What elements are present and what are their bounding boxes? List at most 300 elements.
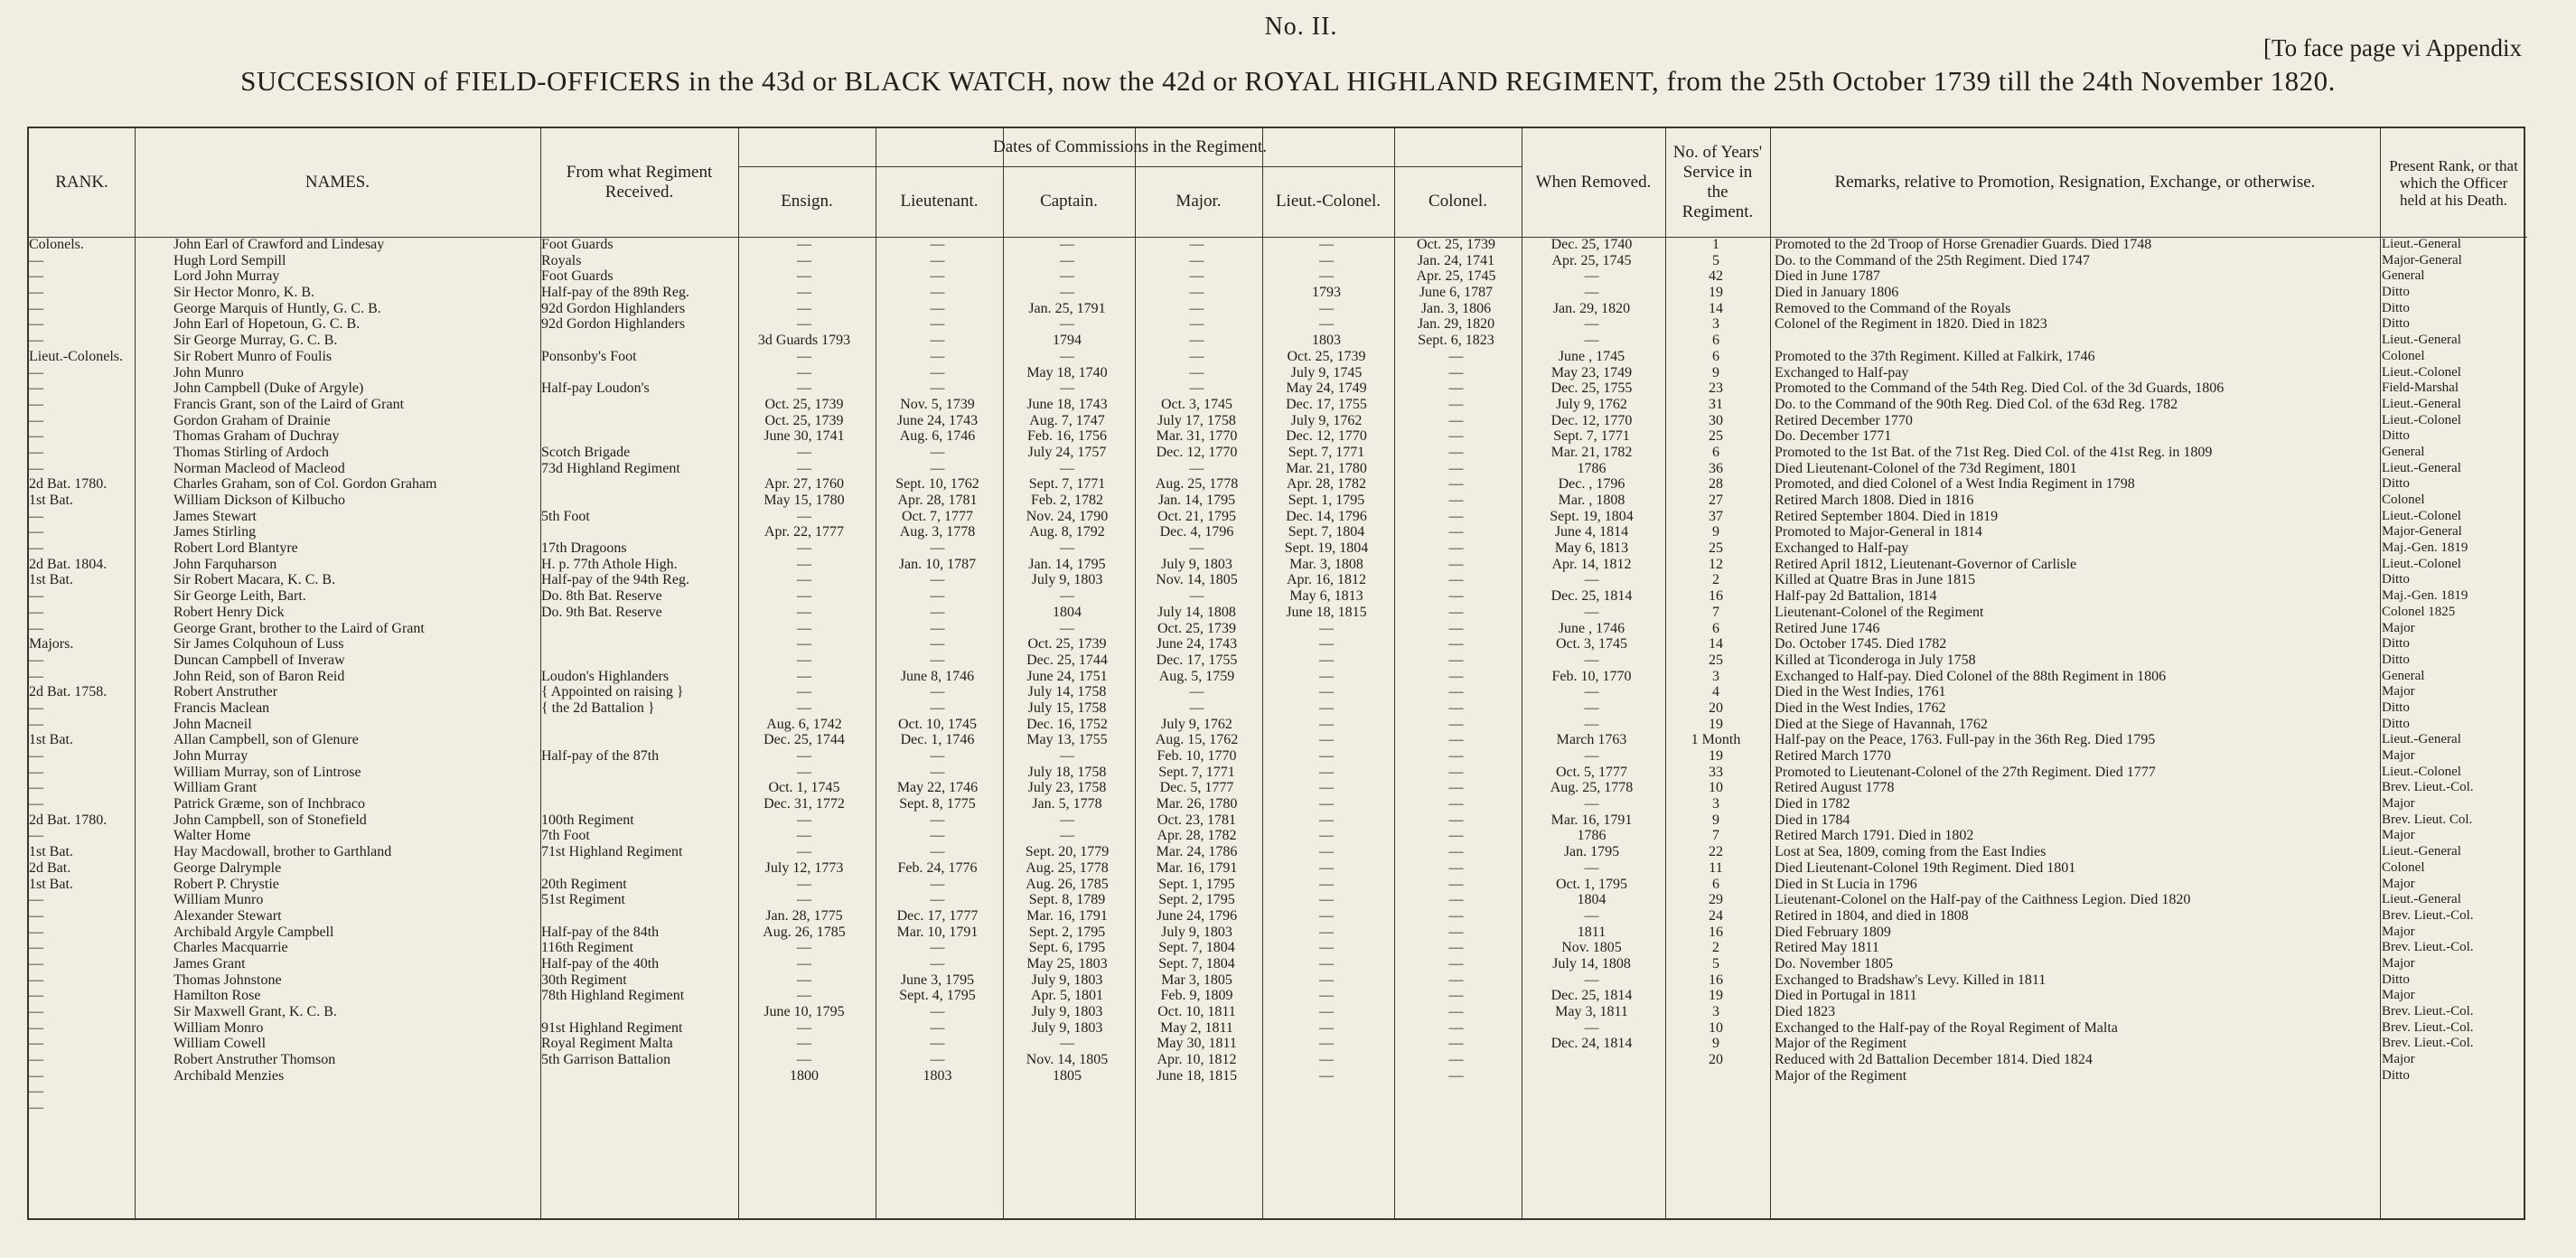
table-cell: 22 xyxy=(1709,844,1723,860)
table-cell: Mar. 16, 1791 xyxy=(1026,907,1108,924)
table-cell: — xyxy=(930,940,945,956)
table-cell: Do. to the Command of the 90th Reg. Died Col. of the 63d Reg. 1782 xyxy=(1775,396,2178,412)
table-cell: Sept. 4, 1795 xyxy=(899,988,976,1004)
table-cell xyxy=(541,908,735,925)
table-cell: Sept. 1, 1795 xyxy=(1158,876,1235,892)
table-cell: — xyxy=(930,333,945,349)
table-cell: Sept. 8, 1775 xyxy=(899,796,976,812)
table-cell: Exchanged to Half-pay xyxy=(1775,364,1909,380)
table-cell: Foot Guards xyxy=(541,268,614,285)
table-cell: 3 xyxy=(1712,1004,1719,1019)
table-cell: — xyxy=(1448,876,1464,892)
col-header-dates-group: Dates of Commissions in the Regiment. xyxy=(993,137,1267,156)
table-cell: Mar 3, 1805 xyxy=(1161,972,1232,988)
table-cell: Robert Anstruther Thomson xyxy=(173,1052,336,1068)
table-cell: Lieutenant-Colonel on the Half-pay of the Caithness Legion. Died 1820 xyxy=(1775,892,2191,908)
table-cell: 10 xyxy=(1709,780,1723,796)
table-cell: H. p. 77th Athole High. xyxy=(541,556,678,572)
table-cell: Promoted to the 2d Troop of Horse Grenadier Guards. Died 1748 xyxy=(1775,237,2152,252)
table-cell: Lieut.-General xyxy=(2382,892,2461,907)
table-cell: — xyxy=(1448,364,1464,380)
table-cell: — xyxy=(1060,348,1074,364)
table-cell: July 12, 1773 xyxy=(764,859,844,876)
table-cell: 28 xyxy=(1709,476,1723,493)
table-cell: — xyxy=(1189,316,1204,333)
table-cell: — xyxy=(29,907,43,924)
table-cell: July 9, 1762 xyxy=(1556,396,1627,412)
table-cell: Oct. 10, 1745 xyxy=(897,716,978,732)
table-cell: June , 1746 xyxy=(1558,620,1625,636)
table-cell: Dec. 24, 1814 xyxy=(1550,1036,1633,1052)
table-cell: Francis Grant, son of the Laird of Grant xyxy=(173,396,405,412)
table-cell: July 9, 1803 xyxy=(1031,972,1103,988)
table-cell: — xyxy=(1060,380,1074,397)
table-cell: — xyxy=(797,300,811,316)
table-cell: 3 xyxy=(1712,796,1719,812)
table-cell: — xyxy=(1189,268,1204,285)
table-cell: Hamilton Rose xyxy=(173,988,261,1004)
table-cell: — xyxy=(1060,588,1074,605)
table-cell: John Earl of Hopetoun, G. C. B. xyxy=(173,316,361,333)
table-cell: Promoted to the Command of the 54th Reg. Died Col. of the 3d Guards, 1806 xyxy=(1775,380,2225,397)
table-cell: May 30, 1811 xyxy=(1157,1036,1237,1052)
present-rank-column xyxy=(2382,237,2522,1084)
table-cell: — xyxy=(1319,812,1334,828)
table-cell: Major xyxy=(2382,796,2415,812)
table-cell: Oct. 25, 1739 xyxy=(1157,620,1237,636)
table-cell: General xyxy=(2382,444,2425,459)
table-cell: — xyxy=(1189,237,1204,252)
table-cell: — xyxy=(29,620,43,636)
table-cell: Aug. 26, 1785 xyxy=(1026,876,1109,892)
table-cell: George Grant, brother to the Laird of Grant xyxy=(173,620,425,636)
table-cell: — xyxy=(930,268,945,285)
table-cell: Jan. 3, 1806 xyxy=(1420,300,1492,316)
table-cell: 92d Gordon Highlanders xyxy=(541,300,686,316)
table-cell: Retired June 1746 xyxy=(1775,620,1880,636)
table-cell: — xyxy=(1319,1052,1334,1068)
table-cell: — xyxy=(1584,333,1599,349)
table-cell: — xyxy=(29,316,43,333)
table-cell: Aug. 7, 1747 xyxy=(1029,412,1105,428)
table-cell: July 17, 1758 xyxy=(1157,412,1236,428)
table-cell: — xyxy=(29,699,43,716)
table-cell: July 9, 1762 xyxy=(1161,716,1232,732)
table-cell: — xyxy=(1448,493,1464,508)
table-cell: 7 xyxy=(1712,828,1719,844)
table-cell: May 25, 1803 xyxy=(1026,955,1108,972)
table-cell: Feb. 10, 1770 xyxy=(1157,748,1237,764)
table-cell: — xyxy=(930,1036,945,1052)
table-cell: Aug. 5, 1759 xyxy=(1158,668,1235,684)
table-cell: Ditto xyxy=(2382,428,2410,444)
table-cell: 37 xyxy=(1709,508,1723,524)
table-cell: — xyxy=(29,364,43,380)
table-cell: Mar. 16, 1791 xyxy=(1550,812,1633,828)
table-cell: — xyxy=(1189,285,1204,301)
table-cell: Major xyxy=(2382,876,2415,891)
rank-column xyxy=(29,237,131,1116)
table-cell: Died at the Siege of Havannah, 1762 xyxy=(1775,716,1988,732)
table-cell: — xyxy=(1319,796,1334,812)
table-cell: Sept. 7, 1771 xyxy=(1553,428,1630,445)
table-cell xyxy=(541,732,735,748)
colonel-column xyxy=(1394,237,1518,1084)
table-cell: Jan. 25, 1791 xyxy=(1028,300,1106,316)
table-cell: Died in the West Indies, 1761 xyxy=(1775,684,1946,700)
col-header-colonel: Colonel. xyxy=(1429,192,1487,211)
document-title: SUCCESSION of FIELD-OFFICERS in the 43d or BLACK WATCH, now the 42d or ROYAL HIGHLAND REGIMENT, from the 25th October 1739 till the 24th November 1820. xyxy=(240,65,2336,97)
table-cell: 100th Regiment xyxy=(541,812,634,828)
table-cell: Sir James Colquhoun of Luss xyxy=(173,636,344,652)
table-cell: Hugh Lord Sempill xyxy=(173,252,286,268)
table-cell: Sir Hector Monro, K. B. xyxy=(173,285,314,301)
table-cell xyxy=(541,652,735,669)
table-cell: Ditto xyxy=(2382,652,2410,667)
table-cell: James Stewart xyxy=(173,508,257,524)
table-cell: 1 xyxy=(1712,237,1719,252)
table-cell: 1804 xyxy=(1053,604,1082,620)
table-cell: 1st Bat. xyxy=(29,493,73,508)
table-cell: July 9, 1803 xyxy=(1161,924,1232,940)
table-cell: 6 xyxy=(1712,348,1719,364)
table-cell: Oct. 5, 1777 xyxy=(1555,764,1628,780)
table-cell: James Stirling xyxy=(173,524,257,540)
table-cell: — xyxy=(797,955,811,972)
table-cell: Nov. 5, 1739 xyxy=(900,396,975,412)
col-header-names: NAMES. xyxy=(304,173,370,192)
table-cell: June 8, 1746 xyxy=(900,668,975,684)
table-cell: Dec. 25, 1814 xyxy=(1550,988,1633,1004)
table-cell: 1805 xyxy=(1053,1067,1082,1084)
table-cell: Exchanged to Bradshaw's Levy. Killed in 1811 xyxy=(1775,972,2047,988)
table-cell: — xyxy=(797,748,811,764)
table-cell: — xyxy=(930,684,945,700)
table-cell xyxy=(541,493,735,509)
table-cell: — xyxy=(797,364,811,380)
table-cell: Lost at Sea, 1809, coming from the East Indies xyxy=(1775,844,2047,860)
table-cell: Major xyxy=(2382,955,2415,971)
table-cell: — xyxy=(1584,1019,1599,1036)
table-cell xyxy=(541,636,735,652)
table-cell: Mar. 16, 1791 xyxy=(1156,859,1238,876)
table-cell: — xyxy=(29,796,43,812)
table-cell: Apr. 5, 1801 xyxy=(1031,988,1103,1004)
table-cell: 51st Regiment xyxy=(541,892,625,908)
table-cell: 29 xyxy=(1709,892,1723,908)
table-cell: — xyxy=(1448,428,1464,445)
table-cell: — xyxy=(1448,940,1464,956)
table-cell: Charles Macquarrie xyxy=(173,940,288,956)
table-cell: 1 Month xyxy=(1691,732,1741,748)
table-cell: Colonel xyxy=(2382,859,2425,875)
table-cell: Sir Robert Macara, K. C. B. xyxy=(173,572,336,588)
table-cell: Died in January 1806 xyxy=(1775,285,1899,301)
table-cell: 1st Bat. xyxy=(29,572,73,588)
table-cell: Died February 1809 xyxy=(1775,924,1891,940)
table-cell: 6 xyxy=(1712,620,1719,636)
table-cell: — xyxy=(29,444,43,460)
table-cell: — xyxy=(1448,828,1464,844)
table-cell: — xyxy=(1584,859,1599,876)
table-cell xyxy=(541,428,735,445)
table-cell: Dec. 25, 1755 xyxy=(1550,380,1633,397)
table-cell: Sept. 19, 1804 xyxy=(1284,540,1369,557)
col-header-present: Present Rank, or that which the Officer held at his Death. xyxy=(2389,156,2518,209)
table-cell: 3d Guards 1793 xyxy=(757,333,851,349)
names-column xyxy=(173,237,535,1084)
table-cell: — xyxy=(1189,348,1204,364)
table-cell: Colonel xyxy=(2382,493,2425,507)
table-cell: — xyxy=(930,620,945,636)
table-cell: — xyxy=(1060,620,1074,636)
table-cell: Oct. 7, 1777 xyxy=(901,508,974,524)
table-cell: — xyxy=(930,237,945,252)
table-cell: Colonel 1825 xyxy=(2382,604,2456,619)
table-cell: 1st Bat. xyxy=(29,876,73,892)
table-cell: Jan. 1795 xyxy=(1563,844,1620,860)
table-cell: — xyxy=(930,876,945,892)
table-cell: Major xyxy=(2382,924,2415,939)
table-cell: Mar. 26, 1780 xyxy=(1156,796,1238,812)
table-cell: John Campbell (Duke of Argyle) xyxy=(173,380,364,397)
table-cell: Died in 1782 xyxy=(1775,796,1850,812)
table-cell: Dec. 17, 1755 xyxy=(1156,652,1238,668)
table-cell: Jan. 14, 1795 xyxy=(1028,556,1106,572)
table-cell: Brev. Lieut.-Col. xyxy=(2382,940,2474,955)
table-cell: Major-General xyxy=(2382,524,2462,540)
table-cell: 1803 xyxy=(923,1067,952,1084)
table-cell: Retired September 1804. Died in 1819 xyxy=(1775,508,1999,524)
table-cell: 19 xyxy=(1709,988,1723,1004)
table-cell: Do. October 1745. Died 1782 xyxy=(1775,636,1947,652)
table-cell: 92d Gordon Highlanders xyxy=(541,316,686,333)
table-cell: Apr. 10, 1812 xyxy=(1157,1052,1237,1068)
table-cell: 2d Bat. 1780. xyxy=(29,812,108,828)
table-cell: Half-pay of the 89th Reg. xyxy=(541,285,689,301)
table-cell: June 24, 1751 xyxy=(1026,668,1108,684)
table-cell: June , 1745 xyxy=(1558,348,1625,364)
table-cell: 3 xyxy=(1712,668,1719,684)
table-cell: Killed at Quatre Bras in June 1815 xyxy=(1775,572,1976,588)
table-cell: — xyxy=(29,1052,43,1068)
table-cell: Died 1823 xyxy=(1775,1004,1836,1019)
table-cell: — xyxy=(29,652,43,668)
table-cell: July 9, 1803 xyxy=(1031,1004,1103,1019)
table-cell: — xyxy=(930,699,945,716)
table-cell: Maj.-Gen. 1819 xyxy=(2382,540,2468,556)
table-cell: Oct. 25, 1739 xyxy=(764,412,844,428)
table-cell: Sir Robert Munro of Foulis xyxy=(173,348,333,364)
table-cell: Robert Henry Dick xyxy=(173,604,285,620)
table-cell: — xyxy=(1448,1052,1464,1068)
table-cell: — xyxy=(930,300,945,316)
table-cell: — xyxy=(1319,300,1334,316)
table-cell: Apr. 22, 1777 xyxy=(764,524,844,540)
table-cell: — xyxy=(29,380,43,397)
table-cell: Nov. 1805 xyxy=(1561,940,1622,956)
table-cell: Robert P. Chrystie xyxy=(173,876,279,892)
table-cell: Charles Graham, son of Col. Gordon Graham xyxy=(173,476,437,493)
table-cell: Apr. 28, 1781 xyxy=(897,493,978,508)
table-cell: — xyxy=(1319,1067,1334,1084)
table-cell: — xyxy=(1189,684,1204,700)
table-cell: — xyxy=(797,764,811,780)
table-cell: Half-pay of the 40th xyxy=(541,955,660,972)
table-cell: Ditto xyxy=(2382,636,2410,652)
table-cell: Major of the Regiment xyxy=(1775,1036,1907,1052)
table-cell: 1804 xyxy=(1577,892,1606,908)
table-cell: Apr. 14, 1812 xyxy=(1551,556,1632,572)
table-cell: Foot Guards xyxy=(541,237,614,252)
col-header-ensign: Ensign. xyxy=(781,192,833,211)
table-cell: 25 xyxy=(1709,540,1723,557)
table-cell: June 4, 1814 xyxy=(1554,524,1629,540)
table-cell: John Macneil xyxy=(173,716,252,732)
table-cell: — xyxy=(930,588,945,605)
table-cell: Retired December 1770 xyxy=(1775,412,1913,428)
table-cell: Jan. 29, 1820 xyxy=(1417,316,1495,333)
table-cell: July 14, 1808 xyxy=(1552,955,1631,972)
table-cell: — xyxy=(1319,828,1334,844)
col-header-removed: When Removed. xyxy=(1535,173,1652,192)
table-cell: Reduced with 2d Battalion December 1814. Died 1824 xyxy=(1775,1052,2093,1068)
table-cell: Archibald Menzies xyxy=(173,1067,285,1084)
table-cell: Died Lieutenant-Colonel 19th Regiment. Died 1801 xyxy=(1775,859,2076,876)
table-cell xyxy=(1775,333,2371,349)
table-cell: Sir George Leith, Bart. xyxy=(173,588,306,605)
table-cell: Ditto xyxy=(2382,572,2410,587)
table-cell: 71st Highland Regiment xyxy=(541,844,683,860)
table-cell: Sept. 1, 1795 xyxy=(1288,493,1365,508)
table-cell: — xyxy=(1584,572,1599,588)
table-cell: — xyxy=(797,604,811,620)
table-cell: William Munro xyxy=(173,892,264,908)
table-cell: Mar. 10, 1791 xyxy=(896,924,979,940)
table-cell: Removed to the Command of the Royals xyxy=(1775,300,2011,316)
table-cell: 4 xyxy=(1712,684,1719,700)
table-cell: George Dalrymple xyxy=(173,859,282,876)
ensign-column xyxy=(738,237,870,1084)
table-cell: William Murray, son of Lintrose xyxy=(173,764,361,780)
table-cell: — xyxy=(29,716,43,732)
table-cell: Ditto xyxy=(2382,285,2410,300)
table-cell xyxy=(1665,1068,1766,1084)
table-cell xyxy=(541,780,735,796)
table-cell: — xyxy=(797,988,811,1004)
removed-column xyxy=(1522,237,1662,1084)
table-cell: Oct. 23, 1781 xyxy=(1157,812,1237,828)
col-header-rank: RANK. xyxy=(55,173,108,192)
table-cell: 30 xyxy=(1709,412,1723,428)
table-cell: — xyxy=(1584,684,1599,700)
table-cell: — xyxy=(29,828,43,844)
table-cell: Gordon Graham of Drainie xyxy=(173,412,331,428)
table-cell: Colonel of the Regiment in 1820. Died in 1823 xyxy=(1775,316,2047,333)
table-cell: Jan. 5, 1778 xyxy=(1032,796,1102,812)
table-cell: Dec. 5, 1777 xyxy=(1159,780,1234,796)
years-column xyxy=(1665,237,1766,1084)
table-cell: Colonel xyxy=(2382,348,2425,363)
table-cell: May 18, 1740 xyxy=(1026,364,1108,380)
table-cell: Lieut.-Colonel xyxy=(2382,508,2461,523)
table-cell xyxy=(541,796,735,812)
table-cell: — xyxy=(930,748,945,764)
table-cell: Exchanged to Half-pay xyxy=(1775,540,1909,557)
table-cell: — xyxy=(1319,268,1334,285)
table-cell: Died in the West Indies, 1762 xyxy=(1775,699,1946,716)
table-cell: Dec. 25, 1744 xyxy=(763,732,845,748)
table-cell: — xyxy=(1448,412,1464,428)
table-cell: — xyxy=(1584,285,1599,301)
table-cell xyxy=(541,476,735,493)
table-cell: Oct. 1, 1745 xyxy=(768,780,840,796)
table-cell: — xyxy=(1189,252,1204,268)
table-cell: Robert Lord Blantyre xyxy=(173,540,298,557)
table-cell: 27 xyxy=(1709,493,1723,508)
table-cell: Thomas Graham of Duchray xyxy=(173,428,340,445)
table-cell: — xyxy=(1319,988,1334,1004)
table-cell: June 18, 1743 xyxy=(1026,396,1108,412)
table-cell: — xyxy=(930,364,945,380)
table-cell: — xyxy=(1060,460,1074,476)
table-cell: — xyxy=(797,380,811,397)
table-cell: — xyxy=(1448,444,1464,460)
table-cell: 23 xyxy=(1709,380,1723,397)
table-cell xyxy=(541,397,735,413)
table-cell: Royals xyxy=(541,252,582,268)
table-cell: — xyxy=(1584,316,1599,333)
table-cell: 3 xyxy=(1712,316,1719,333)
table-cell: — xyxy=(930,955,945,972)
table-cell: Retired August 1778 xyxy=(1775,780,1895,796)
table-cell: Sept. 7, 1771 xyxy=(1288,444,1365,460)
table-cell: Sept. 7, 1804 xyxy=(1158,955,1235,972)
table-cell: — xyxy=(1189,699,1204,716)
table-cell: — xyxy=(930,652,945,668)
table-cell: — xyxy=(1584,604,1599,620)
table-cell: Do. 8th Bat. Reserve xyxy=(541,588,662,605)
table-cell: 5 xyxy=(1712,252,1719,268)
table-cell: — xyxy=(29,252,43,268)
table-cell: — xyxy=(1448,636,1464,652)
table-cell: — xyxy=(1448,476,1464,493)
table-cell: — xyxy=(797,556,811,572)
table-cell: Half-pay of the 84th xyxy=(541,924,660,940)
table-cell xyxy=(541,717,735,733)
table-cell: — xyxy=(1584,652,1599,668)
table-cell: Oct. 25, 1739 xyxy=(1416,237,1496,252)
table-cell: — xyxy=(1189,588,1204,605)
table-cell: — xyxy=(1584,796,1599,812)
table-cell: — xyxy=(797,572,811,588)
table-cell: June 18, 1815 xyxy=(1156,1067,1238,1084)
table-cell: Major-General xyxy=(2382,252,2462,268)
col-header-years: No. of Years' Service in the Regiment. xyxy=(1672,143,1763,221)
table-cell: { Appointed on raising } xyxy=(541,684,684,700)
table-cell: Sept. 7, 1804 xyxy=(1288,524,1365,540)
table-cell: — xyxy=(1448,699,1464,716)
table-cell: John Murray xyxy=(173,748,248,764)
table-cell: — xyxy=(797,588,811,605)
table-cell: Dec. 12, 1770 xyxy=(1550,412,1633,428)
table-cell: — xyxy=(1448,620,1464,636)
table-cell: William Monro xyxy=(173,1019,264,1036)
table-cell: Aug. 25, 1778 xyxy=(1550,780,1634,796)
table-cell: Apr. 28, 1782 xyxy=(1157,828,1237,844)
table-cell: — xyxy=(797,652,811,668)
table-cell: — xyxy=(1060,252,1074,268)
